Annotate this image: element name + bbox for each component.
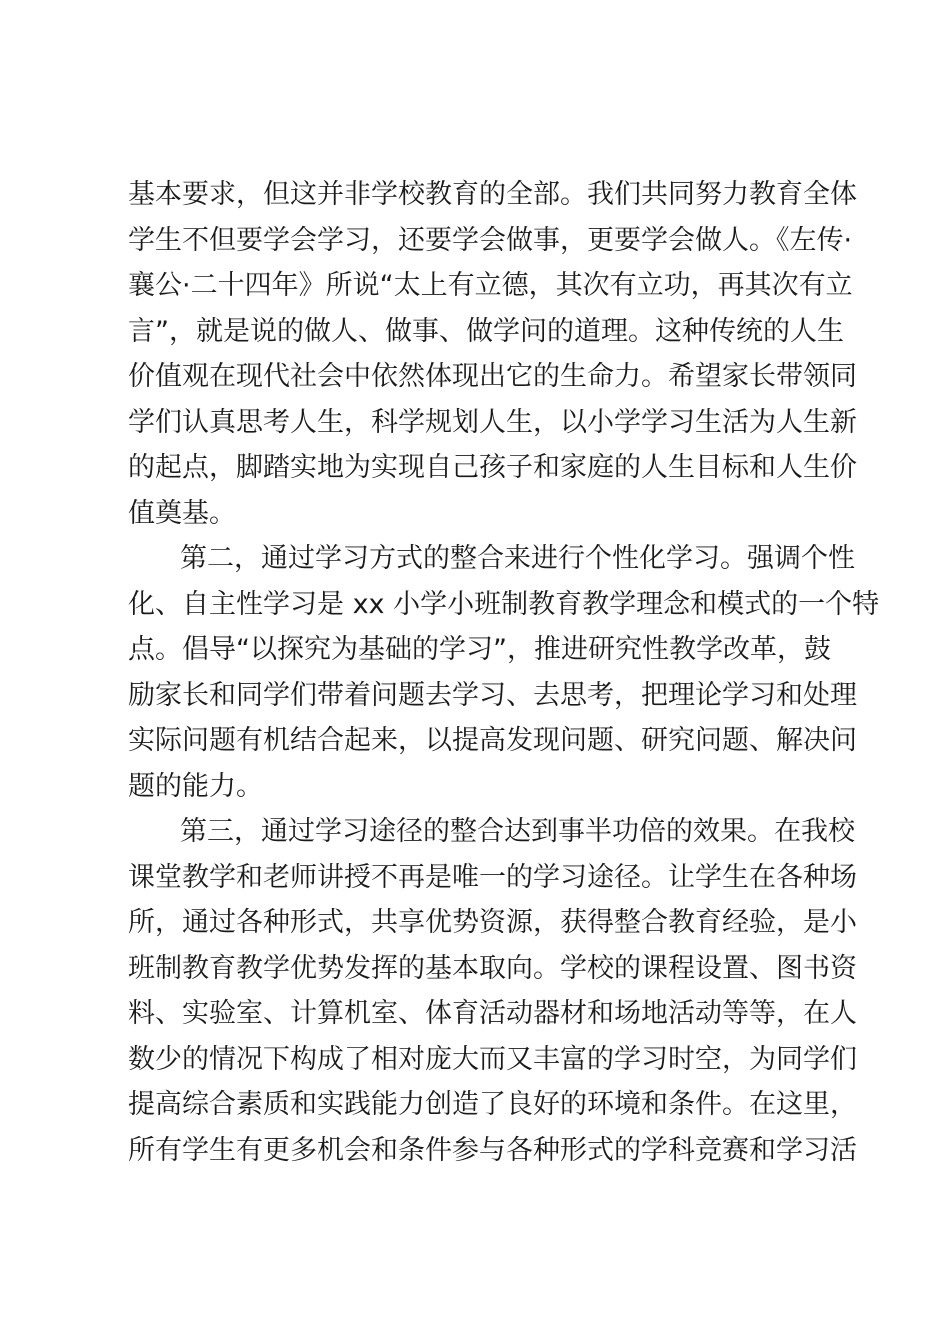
- text-line: 点。倡导“以探究为基础的学习”，推进研究性教学改革，鼓: [128, 634, 831, 665]
- text-line: 班制教育教学优势发挥的基本取向。学校的课程设置、图书资: [128, 952, 857, 984]
- text-line: 学生不但要学会学习，还要学会做事，更要学会做人。《左传·: [128, 224, 853, 256]
- text-line: 第二，通过学习方式的整合来进行个性化学习。强调个性: [180, 543, 855, 574]
- text-line: 学们认真思考人生，科学规划人生，以小学学习生活为人生新: [128, 406, 857, 438]
- text-line: 第三，通过学习途径的整合达到事半功倍的效果。在我校: [180, 816, 855, 847]
- text-line: 的起点，脚踏实地为实现自己孩子和家庭的人生目标和人生价: [128, 452, 857, 483]
- text-line: 化、自主性学习是 xx 小学小班制教育教学理念和模式的一个特: [128, 588, 880, 620]
- text-line: 基本要求，但这并非学校教育的全部。我们共同努力教育全体: [128, 179, 857, 210]
- text-line: 襄公·二十四年》所说“太上有立德，其次有立功，再其次有立: [128, 270, 853, 301]
- text-line: 实际问题有机结合起来，以提高发现问题、研究问题、解决问: [128, 725, 857, 756]
- text-line: 值奠基。: [128, 497, 236, 529]
- text-line: 数少的情况下构成了相对庞大而又丰富的学习时空，为同学们: [128, 1043, 857, 1075]
- document-body: [128, 172, 880, 1173]
- text-line: 料、实验室、计算机室、体育活动器材和场地活动等等，在人: [128, 998, 857, 1029]
- text-line: 所有学生有更多机会和条件参与各种形式的学科竞赛和学习活: [128, 1134, 857, 1166]
- text-line: 价值观在现代社会中依然体现出它的生命力。希望家长带领同: [128, 361, 857, 392]
- paragraph-second: [128, 536, 880, 809]
- text-line: 所，通过各种形式，共享优势资源，获得整合教育经验，是小: [128, 907, 857, 938]
- text-line: 题的能力。: [128, 770, 263, 802]
- paragraph-continuation: [128, 172, 857, 536]
- text-line: 提高综合素质和实践能力创造了良好的环境和条件。在这里，: [128, 1089, 857, 1120]
- text-line: 课堂教学和老师讲授不再是唯一的学习途径。让学生在各种场: [128, 861, 857, 893]
- text-line: 言”，就是说的做人、做事、做学问的道理。这种传统的人生: [128, 315, 844, 347]
- text-line: 励家长和同学们带着问题去学习、去思考，把理论学习和处理: [128, 679, 857, 711]
- paragraph-third: [128, 809, 857, 1173]
